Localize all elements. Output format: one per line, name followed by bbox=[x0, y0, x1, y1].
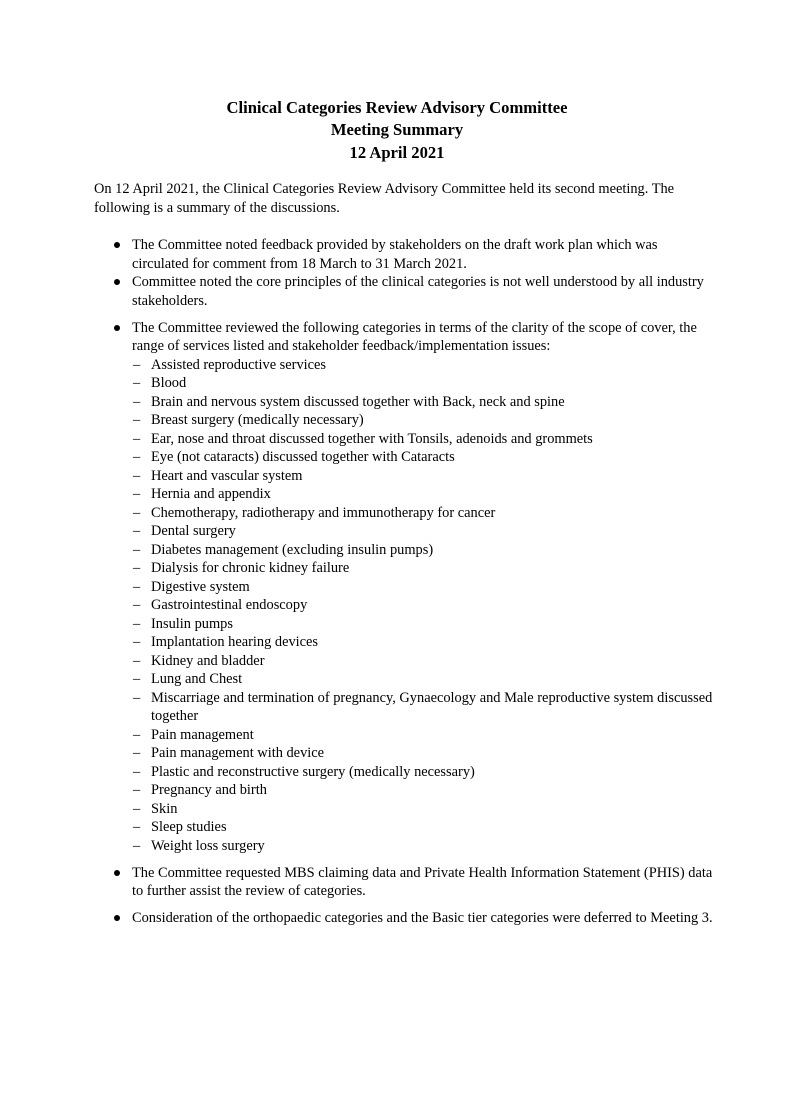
category-label: Breast surgery (medically necessary) bbox=[151, 412, 364, 428]
category-item bbox=[132, 393, 714, 412]
dash-icon: – bbox=[133, 615, 141, 632]
dash-icon: – bbox=[133, 560, 141, 576]
category-item bbox=[132, 578, 714, 597]
category-label: Sleep studies bbox=[151, 819, 227, 835]
intro-paragraph: On 12 April 2021, the Clinical Categories Review Advisory Committee held its second meeting. The following is a summary of the discussions. bbox=[94, 181, 675, 216]
category-label: Implantation hearing devices bbox=[151, 634, 319, 650]
dash-icon: – bbox=[133, 449, 141, 465]
category-label: Plastic and reconstructive surgery (medically necessary) bbox=[151, 763, 475, 780]
category-item bbox=[132, 596, 714, 615]
category-label: Kidney and bladder bbox=[151, 652, 265, 669]
category-item bbox=[132, 356, 714, 375]
dash-icon: – bbox=[133, 689, 141, 706]
dash-icon: – bbox=[133, 726, 141, 743]
category-item bbox=[132, 837, 714, 856]
dash-icon: – bbox=[133, 800, 141, 817]
category-item bbox=[132, 763, 714, 782]
bullet-core-principles bbox=[94, 273, 714, 310]
category-item bbox=[132, 744, 714, 763]
dash-icon: – bbox=[133, 486, 141, 502]
dash-icon: – bbox=[133, 837, 141, 854]
category-item bbox=[132, 818, 714, 837]
category-label: Pain management with device bbox=[151, 745, 325, 761]
dash-icon: – bbox=[133, 430, 141, 447]
category-label: Pregnancy and birth bbox=[151, 782, 267, 798]
bullet-dot-icon bbox=[114, 242, 120, 248]
category-item bbox=[132, 448, 714, 467]
dash-icon: – bbox=[133, 467, 141, 484]
category-label: Pain management bbox=[151, 726, 254, 743]
bullet-stakeholder-feedback bbox=[94, 236, 714, 273]
category-item bbox=[132, 781, 714, 800]
category-label: Blood bbox=[151, 375, 187, 391]
bullet-mbs-data bbox=[94, 864, 714, 901]
category-item bbox=[132, 726, 714, 745]
category-label: Chemotherapy, radiotherapy and immunotherapy for cancer bbox=[151, 504, 496, 521]
category-item bbox=[132, 689, 714, 726]
bullet-text: Committee noted the core principles of the clinical categories is not well understood by all industry stakeholders. bbox=[132, 274, 704, 309]
bullet-text: The Committee requested MBS claiming data and Private Health Information Statement (PHIS) data to further assist the review of categories. bbox=[132, 864, 713, 899]
category-item bbox=[132, 670, 714, 689]
bullet-deferred-categories bbox=[94, 909, 714, 928]
dash-icon: – bbox=[133, 412, 141, 428]
dash-icon: – bbox=[133, 504, 141, 521]
bullet-dot-icon bbox=[114, 279, 120, 285]
dash-icon: – bbox=[133, 393, 141, 410]
category-item bbox=[132, 374, 714, 393]
summary-bullet-list bbox=[94, 236, 714, 928]
category-label: Assisted reproductive services bbox=[151, 356, 327, 373]
category-label: Weight loss surgery bbox=[151, 837, 265, 854]
category-item bbox=[132, 485, 714, 504]
dash-icon: – bbox=[133, 375, 141, 391]
category-item bbox=[132, 467, 714, 486]
category-item bbox=[132, 541, 714, 560]
dash-icon: – bbox=[133, 597, 141, 613]
dash-icon: – bbox=[133, 819, 141, 835]
category-label: Gastrointestinal endoscopy bbox=[151, 597, 308, 613]
bullet-categories-reviewed bbox=[94, 319, 714, 856]
category-item bbox=[132, 559, 714, 578]
category-label: Ear, nose and throat discussed together with Tonsils, adenoids and grommets bbox=[151, 430, 593, 447]
title-meeting-summary: Meeting Summary bbox=[330, 120, 464, 140]
category-label: Heart and vascular system bbox=[151, 467, 303, 484]
dash-icon: – bbox=[133, 523, 141, 539]
bullet-text: Consideration of the orthopaedic categories and the Basic tier categories were deferred to Meeting 3. bbox=[132, 910, 713, 926]
category-label: Brain and nervous system discussed together with Back, neck and spine bbox=[151, 393, 565, 410]
category-label: Eye (not cataracts) discussed together with Cataracts bbox=[151, 449, 455, 465]
category-item bbox=[132, 652, 714, 671]
category-label: Digestive system bbox=[151, 578, 250, 595]
dash-icon: – bbox=[133, 578, 141, 595]
dash-icon: – bbox=[133, 782, 141, 798]
dash-icon: – bbox=[133, 541, 141, 558]
category-item bbox=[132, 633, 714, 652]
category-item bbox=[132, 800, 714, 819]
bullet-dot-icon bbox=[114, 870, 120, 876]
category-label: Skin bbox=[151, 800, 178, 817]
category-item bbox=[132, 504, 714, 523]
category-label: Dental surgery bbox=[151, 523, 236, 539]
category-item bbox=[132, 430, 714, 449]
category-item bbox=[132, 411, 714, 430]
category-label: Lung and Chest bbox=[151, 671, 243, 687]
title-meeting-date: 12 April 2021 bbox=[349, 142, 445, 162]
document-title bbox=[0, 97, 788, 164]
bullet-text: The Committee noted feedback provided by stakeholders on the draft work plan which was circulated for comment from 18 March to 31 March 2021. bbox=[132, 237, 658, 272]
category-label: Hernia and appendix bbox=[151, 486, 271, 502]
bullet-dot-icon bbox=[114, 915, 120, 921]
dash-icon: – bbox=[133, 763, 141, 780]
category-label: Diabetes management (excluding insulin pumps) bbox=[151, 541, 434, 558]
category-label: Miscarriage and termination of pregnancy, Gynaecology and Male reproductive system discussed together bbox=[151, 689, 713, 724]
bullet-dot-icon bbox=[114, 325, 120, 331]
category-label: Dialysis for chronic kidney failure bbox=[151, 560, 350, 576]
dash-icon: – bbox=[133, 652, 141, 669]
bullet-text: The Committee reviewed the following categories in terms of the clarity of the scope of cover, the range of services listed and stakeholder feedback/implementation issues: bbox=[132, 319, 697, 354]
dash-icon: – bbox=[133, 634, 141, 650]
category-item bbox=[132, 522, 714, 541]
dash-icon: – bbox=[133, 745, 141, 761]
category-label: Insulin pumps bbox=[151, 615, 233, 632]
category-item bbox=[132, 615, 714, 634]
category-list bbox=[132, 356, 714, 856]
dash-icon: – bbox=[133, 356, 141, 373]
dash-icon: – bbox=[133, 671, 141, 687]
title-committee-name: Clinical Categories Review Advisory Committee bbox=[226, 98, 568, 117]
